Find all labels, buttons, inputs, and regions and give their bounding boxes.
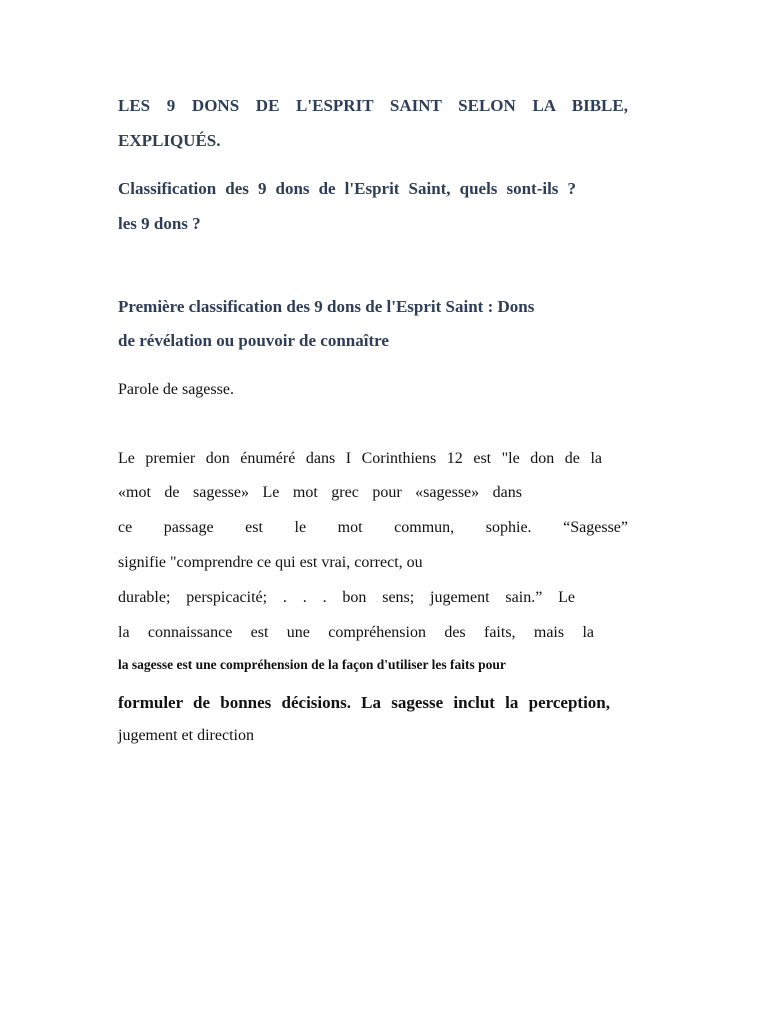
- paragraph-line-2: «mot de sagesse» Le mot grec pour «sagesse» dans: [118, 484, 522, 501]
- section-heading-line-1: Première classification des 9 dons de l'Esprit Saint : Dons: [118, 297, 535, 316]
- subtitle-line-1: Classification des 9 dons de l'Esprit Saint, quels sont-ils ?: [118, 179, 576, 198]
- section-heading-line-2: de révélation ou pouvoir de connaître: [118, 331, 389, 350]
- paragraph-line-1: Le premier don énuméré dans I Corinthiens 12 est "le don de la: [118, 450, 602, 467]
- paragraph-line-6: la connaissance est une compréhension des faits, mais la: [118, 624, 594, 641]
- paragraph-line-5: durable; perspicacité; . . . bon sens; jugement sain.” Le: [118, 589, 575, 606]
- document-title-line-1: LES 9 DONS DE L'ESPRIT SAINT SELON LA BIBLE,: [118, 96, 628, 115]
- paragraph-line-4: signifie "comprendre ce qui est vrai, correct, ou: [118, 554, 423, 571]
- paragraph-line-7: la sagesse est une compréhension de la façon d'utiliser les faits pour: [118, 657, 506, 672]
- paragraph-line-8: formuler de bonnes décisions. La sagesse inclut la perception,: [118, 693, 610, 712]
- document-title-line-2: EXPLIQUÉS.: [118, 131, 221, 150]
- subtitle-line-2: les 9 dons ?: [118, 214, 201, 233]
- subsection-title: Parole de sagesse.: [118, 381, 234, 398]
- paragraph-line-9: jugement et direction: [118, 727, 254, 744]
- paragraph-line-3: ce passage est le mot commun, sophie. “Sagesse”: [118, 519, 628, 536]
